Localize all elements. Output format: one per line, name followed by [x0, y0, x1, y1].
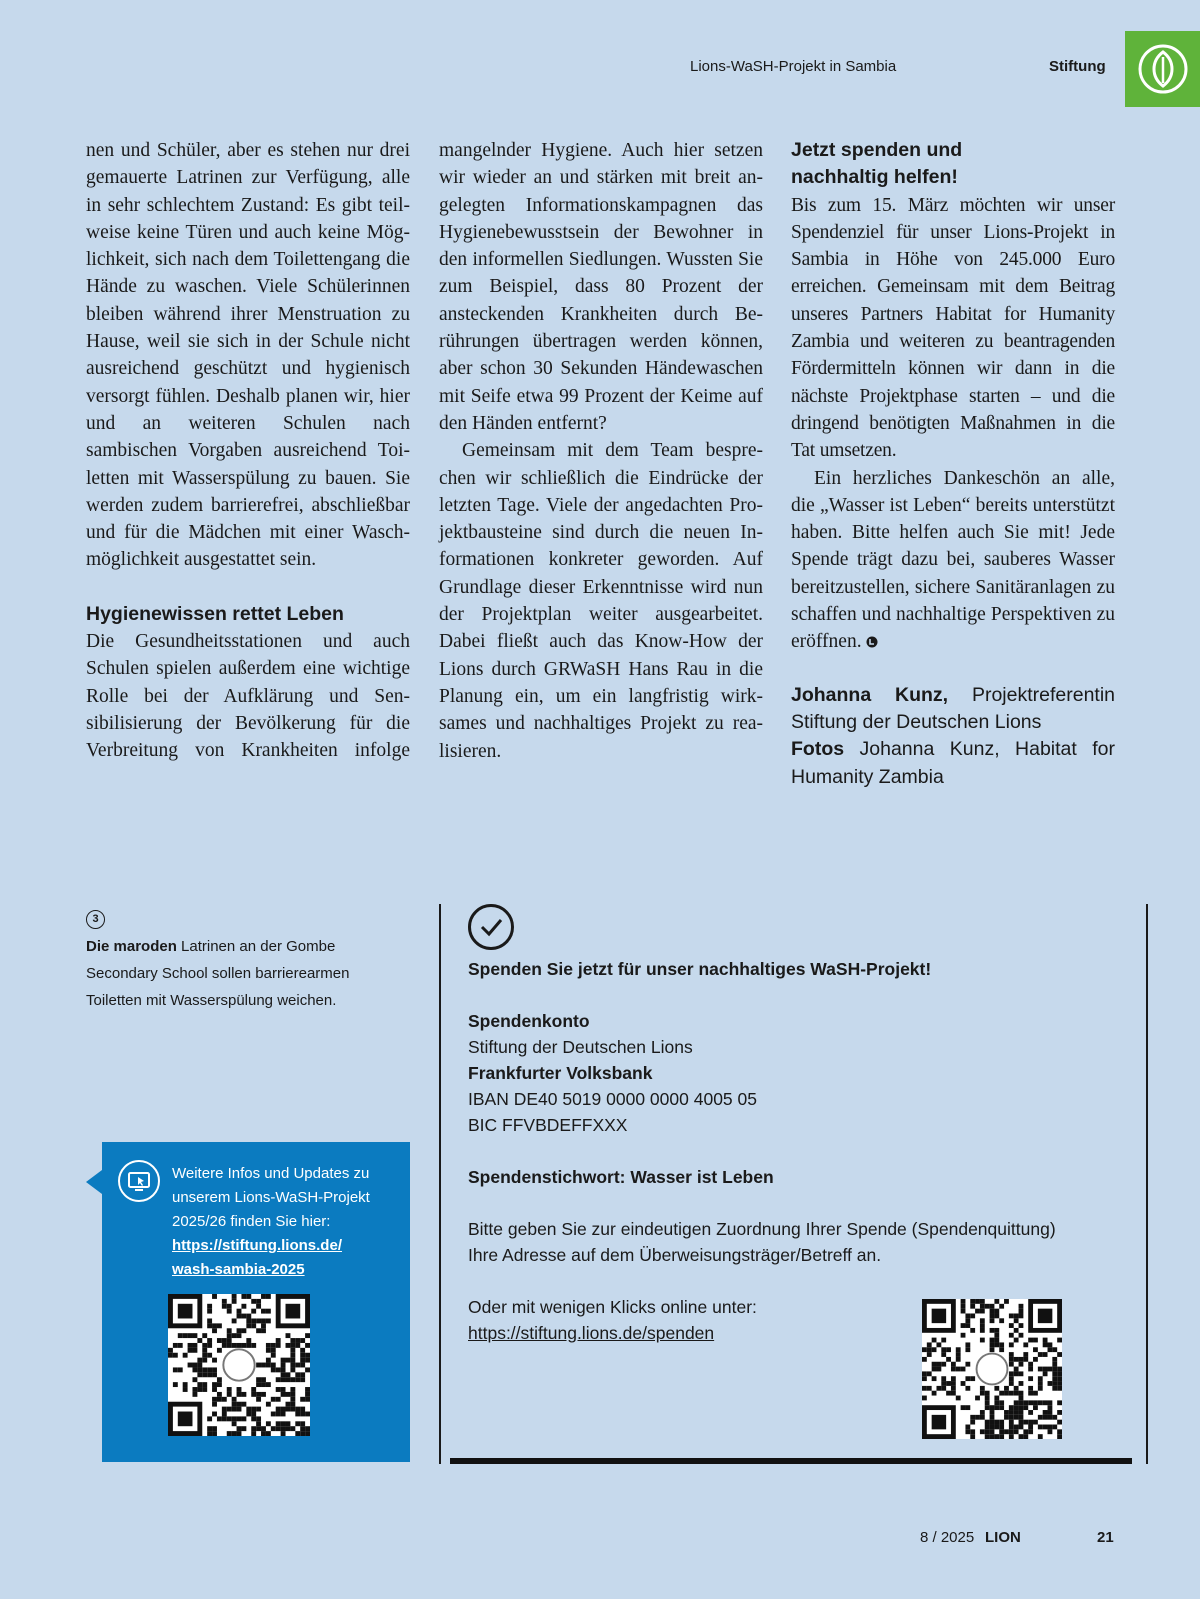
qr-code-pattern	[168, 1294, 310, 1436]
body-paragraph: mangelnder Hygiene. Auch hier setzen wir wieder an und stärken mit breit angelegten Informationskampagnen das Hygienebewusstsein der Bewohner in den informellen Siedlungen. Wussten Sie zum Beispiel, dass 80 Prozent der ansteckenden Krankheiten durch Berührungen übertragen werden können, aber schon 30 Sekunden Händewaschen mit Seife etwa 99 Prozent der Keime auf den Händen entfernt?	[439, 140, 763, 434]
body-paragraph	[791, 465, 1115, 656]
section-label: Stiftung	[1049, 58, 1106, 75]
iban: IBAN DE40 5019 0000 0000 4005 05	[468, 1089, 757, 1109]
donation-details	[468, 956, 1108, 1346]
article-column-2	[439, 137, 763, 765]
qr-code-icon[interactable]	[922, 1299, 1062, 1439]
subheading	[791, 137, 1115, 192]
online-label: Oder mit wenigen Klicks online unter:	[468, 1297, 757, 1317]
caption-number-badge	[86, 904, 386, 931]
account-label: Spendenkonto	[468, 1011, 590, 1031]
magazine-name: LION	[985, 1529, 1021, 1546]
subheading-line: nachhaltig helfen!	[791, 166, 958, 189]
article-column-3	[791, 137, 1115, 791]
info-text: Weitere Infos und Updates zu unserem Lions-WaSH-Projekt 2025/26 finden Sie hier:	[172, 1165, 370, 1230]
qr-code-pattern	[922, 1299, 1062, 1439]
body-paragraph: nen und Schüler, aber es stehen nur drei gemauerte Latrinen zur Verfügung, alle in sehr schlechtem Zustand: Es gibt teilweise keine Türen und auch keine Möglichkeit, sich nach dem Toilettengang die Hände zu waschen. Viele Schülerinnen bleiben während ihrer Menstruation zu Hause, weil sie sich in der Schule nicht ausreichend geschützt und hygienisch versorgt fühlen. Deshalb planen wir, hier und an weiteren Schulen nach sambischen Vorgaben ausreichend Toiletten mit Wasserspülung zu bauen. Sie werden zudem barrierefrei, abschließbar und für die Mädchen mit einer Waschmöglichkeit ausgestattet sein.	[86, 140, 410, 571]
donation-headline: Spenden Sie jetzt für unser nachhaltiges WaSH-Projekt!	[468, 959, 932, 979]
subheading: Hygienewissen rettet Leben	[86, 602, 344, 625]
caption-text: Latrinen an der Gombe Secondary School sollen barrierearmen Toiletten mit Wasserspülung weichen.	[86, 938, 350, 1009]
subheading-line: Jetzt spenden und	[791, 139, 963, 161]
body-paragraph: Gemeinsam mit dem Team besprechen wir schließlich die Eindrücke der letzten Tage. Viele der angedachten Projektbausteine sind durch die neuen Informationen konkreter geworden. Auf Grundlage dieser Erkenntnisse wird nun der Projektplan weiter ausgearbeitet. Dabei fließt auch das Know-How der Lions durch GRWaSH Hans Rau in die Planung ein, um ein langfristig wirksames und nachhaltiges Projekt zu realisieren.	[439, 440, 763, 762]
end-mark-icon	[866, 636, 878, 648]
body-text: Ein herzliches Dankeschön an alle, die „Wasser ist Leben“ bereits unterstützt haben. Bitte helfen auch Sie mit! Jede Spende trägt dazu bei, sauberes Wasser bereitzustellen, sichere Sanitäranlagen zu schaffen und nachhaltige Perspektiven zu eröffnen.	[791, 467, 1115, 653]
section-logo	[1125, 31, 1200, 107]
donation-keyword: Spendenstichwort: Wasser ist Leben	[468, 1167, 774, 1187]
monitor-cursor-icon	[120, 1162, 158, 1200]
body-paragraph: Die Gesundheitsstationen und auch Schulen spielen außerdem eine wichtige Rolle bei der Aufklärung und Sensibilisierung der Bevölkerung für die Verbreitung von Krankheiten infolge	[86, 631, 410, 762]
bank-name: Frankfurter Volksbank	[468, 1063, 653, 1083]
article-column-1	[86, 137, 410, 765]
checkmark-circle-icon	[468, 904, 514, 950]
leaf-logo-icon	[1137, 43, 1189, 95]
image-caption	[86, 904, 386, 1014]
checkmark-glyph	[471, 907, 511, 947]
author-name: Johanna Kunz,	[791, 683, 949, 706]
author-role: Projektreferentin Stiftung der Deutschen Lions	[791, 683, 1116, 733]
info-icon-wrapper	[118, 1160, 160, 1202]
donation-note: Bitte geben Sie zur eindeutigen Zuordnung Ihrer Spende (Spendenquittung) Ihre Adresse auf dem Überweisungsträger/Betreff an.	[468, 1219, 1056, 1265]
photo-credit	[791, 736, 1115, 791]
caption-number: 3	[86, 910, 105, 929]
info-box	[102, 1142, 410, 1462]
caption-bold: Die maroden	[86, 938, 177, 955]
body-paragraph: Bis zum 15. März möchten wir unser Spendenziel für unser Lions-Projekt in Sambia in Höhe von 245.000 Euro erreichen. Gemeinsam mit dem Beitrag unseres Partners Habitat for Humanity Zambia und weiteren zu beantragenden Fördermitteln können wir dann in die nächste Projektphase starten – und die dringend benötigten Maßnahmen in die Tat umsetzen.	[791, 194, 1115, 462]
donation-box-bottom-rule	[450, 1458, 1132, 1464]
author-credit	[791, 682, 1115, 737]
account-holder: Stiftung der Deutschen Lions	[468, 1037, 693, 1057]
info-link[interactable]: https://stiftung.lions.de/	[172, 1237, 342, 1254]
photo-credit-names: Johanna Kunz, Habitat for Humanity Zambia	[791, 738, 1115, 788]
page-number: 21	[1097, 1529, 1114, 1546]
info-text-block	[172, 1162, 397, 1282]
info-link-continued[interactable]: wash-sambia-2025	[172, 1261, 305, 1278]
infobox-pointer	[86, 1170, 102, 1194]
online-donation-link[interactable]: https://stiftung.lions.de/spenden	[468, 1323, 715, 1343]
photo-credit-label: Fotos	[791, 738, 845, 761]
bic: BIC FFVBDEFFXXX	[468, 1115, 628, 1135]
running-header-title: Lions-WaSH-Projekt in Sambia	[690, 58, 897, 75]
qr-code-icon[interactable]	[168, 1294, 310, 1436]
issue-number: 8 / 2025	[920, 1529, 975, 1546]
